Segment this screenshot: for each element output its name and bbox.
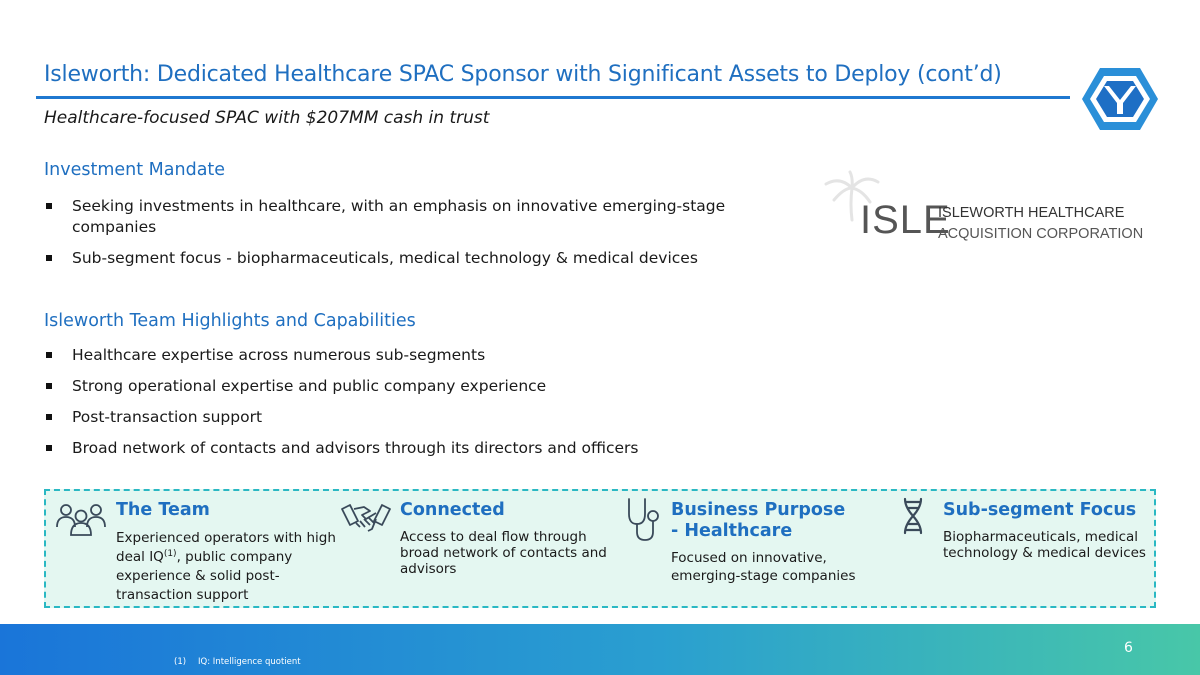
investment-mandate-heading: Investment Mandate [44,160,226,180]
card-body: Focused on innovative, emerging-stage companies [671,550,856,584]
card-title: Sub-segment Focus [943,500,1137,520]
card-body-text: Experienced operators with high deal IQ [116,530,336,565]
handshake-icon [340,499,392,539]
slide-title: Isleworth: Dedicated Healthcare SPAC Sponsor with Significant Assets to Deploy (cont’d) [44,62,1002,87]
bullet-square-icon [46,203,52,209]
slide-subtitle: Healthcare-focused SPAC with $207MM cash in trust [44,108,490,128]
isle-name-line2: ACQUISITION CORPORATION [938,226,1144,242]
investment-mandate-list [44,196,764,269]
hexagon-y-logo-icon [1080,64,1160,134]
list-item [44,407,764,428]
list-item-text: Healthcare expertise across numerous sub-segments [72,346,486,364]
card-body-text: , public company experience & solid post-transaction support [116,549,293,603]
stethoscope-icon [623,496,661,544]
dna-icon [901,497,925,535]
bullet-square-icon [46,414,52,420]
title-divider [36,96,1070,99]
list-item-text: Broad network of contacts and advisors through its directors and officers [72,439,639,457]
team-highlights-list [44,345,764,459]
bullet-square-icon [46,383,52,389]
bullet-square-icon [46,445,52,451]
footnote-reference: (1) [163,549,177,559]
card-body: Biopharmaceuticals, medical technology & medical devices [943,529,1146,561]
card-title: The Team [116,500,210,520]
card-title: Connected [400,500,505,520]
list-item [44,438,764,459]
feature-cards-panel [44,489,1156,608]
card-body [116,529,338,605]
footnote-marker: (1) [174,657,187,667]
footer-bar [0,624,1200,675]
footnote [174,657,301,667]
list-item-text: Sub-segment focus - biopharmaceuticals, medical technology & medical devices [72,249,698,267]
bullet-square-icon [46,255,52,261]
list-item-text: Seeking investments in healthcare, with an emphasis on innovative emerging-stage companies [72,197,726,236]
isle-name-line1: ISLEWORTH HEALTHCARE [938,205,1125,221]
card-connected [336,491,626,606]
list-item [44,196,764,238]
bullet-square-icon [46,352,52,358]
team-people-icon [54,501,108,537]
footnote-text: IQ: Intelligence quotient [198,657,301,667]
list-item [44,345,764,366]
isle-wordmark: ISLE [860,198,951,242]
list-item-text: Post-transaction support [72,408,263,426]
card-title-text: Business Purpose - Healthcare [671,500,846,541]
card-the-team [46,491,336,606]
isle-company-logo [822,170,1142,250]
card-title [671,500,856,542]
list-item [44,376,764,397]
card-business-purpose [621,491,891,606]
list-item [44,248,764,269]
page-number: 6 [1124,640,1133,656]
card-sub-segment-focus [891,491,1156,606]
team-highlights-heading: Isleworth Team Highlights and Capabilities [44,311,416,331]
list-item-text: Strong operational expertise and public company experience [72,377,547,395]
card-body: Access to deal flow through broad network of contacts and advisors [400,529,607,577]
